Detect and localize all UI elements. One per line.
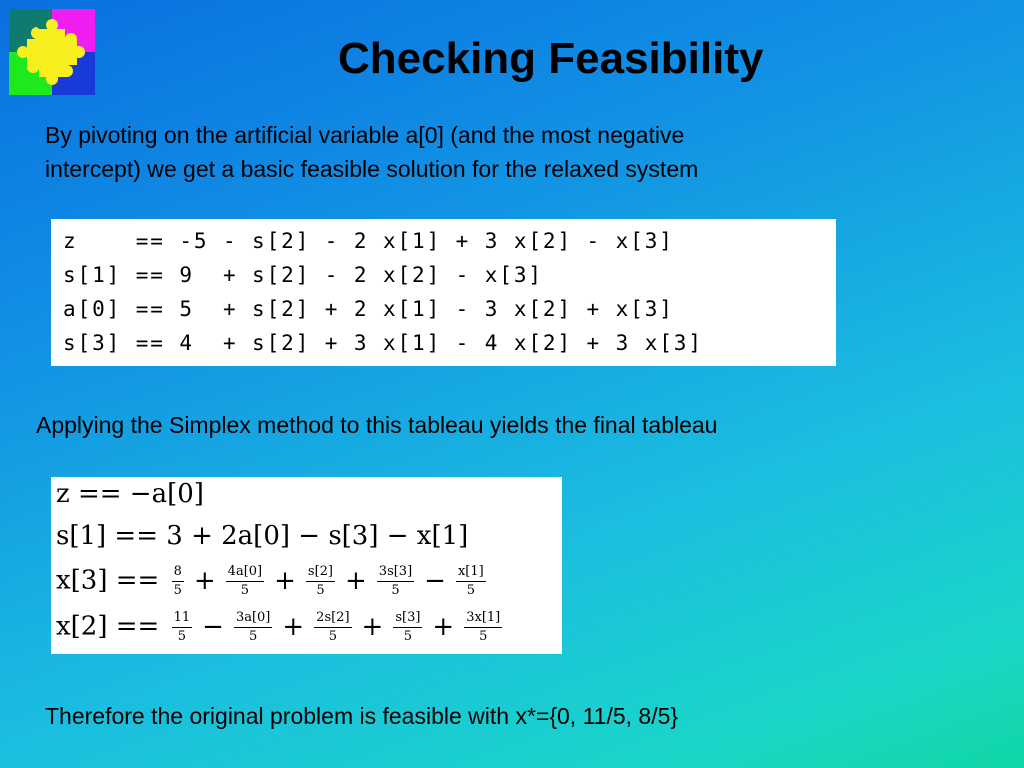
x2-op-4: + (432, 611, 455, 642)
intro-paragraph (45, 118, 905, 186)
final-eq-s1: s[1] == 3 + 2a[0] − s[3] − x[1] (56, 521, 469, 551)
x3-lhs: x[3] == (56, 565, 160, 596)
x2-term-2: $\frac{3a[0]}{5}$ (235, 610, 271, 644)
intro-line-2: intercept) we get a basic feasible solution for the relaxed system (45, 156, 699, 182)
relaxed-system-box (51, 219, 836, 366)
x3-op-3: + (345, 565, 367, 596)
x3-term-1: $\frac{8}{5}$ (173, 564, 182, 598)
x2-op-1: − (202, 611, 224, 642)
x2-term-3: $\frac{2s[2]}{5}$ (316, 610, 350, 644)
puzzle-logo-icon (9, 9, 95, 95)
x2-lhs: x[2] == (56, 611, 160, 642)
x3-op-4: − (424, 565, 446, 596)
final-eq-x2 (56, 609, 506, 646)
relaxed-eq-s1: s[1] == 9 + s[2] - 2 x[2] - x[3] (63, 263, 543, 287)
conclusion-text: Therefore the original problem is feasible with x*={0, 11/5, 8/5} (45, 703, 679, 729)
applying-text: Applying the Simplex method to this tableau yields the final tableau (36, 412, 718, 438)
x3-term-3: $\frac{s[2]}{5}$ (307, 564, 333, 598)
intro-line-1: By pivoting on the artificial variable a[0] (and the most negative (45, 122, 685, 148)
final-tableau-box (51, 477, 562, 654)
x2-term-5: $\frac{3x[1]}{5}$ (466, 610, 501, 644)
x3-term-2: $\frac{4a[0]}{5}$ (227, 564, 263, 598)
relaxed-eq-z: z == -5 - s[2] - 2 x[1] + 3 x[2] - x[3] (63, 229, 674, 253)
final-eq-z: z == −a[0] (56, 479, 204, 509)
relaxed-eq-a0: a[0] == 5 + s[2] + 2 x[1] - 3 x[2] + x[3] (63, 297, 674, 321)
final-eq-x3 (56, 563, 490, 600)
x2-term-1: $\frac{11}{5}$ (173, 610, 191, 644)
x2-term-4: $\frac{s[3]}{5}$ (395, 610, 421, 644)
relaxed-eq-s3: s[3] == 4 + s[2] + 3 x[1] - 4 x[2] + 3 x[3] (63, 331, 703, 355)
x2-op-2: + (282, 611, 305, 642)
x3-op-1: + (193, 565, 216, 596)
x2-op-3: + (361, 611, 384, 642)
x3-term-5: $\frac{x[1]}{5}$ (457, 564, 484, 598)
x3-op-2: + (274, 565, 296, 596)
x3-term-4: $\frac{3s[3]}{5}$ (378, 564, 413, 598)
slide-title: Checking Feasibility (338, 34, 764, 83)
